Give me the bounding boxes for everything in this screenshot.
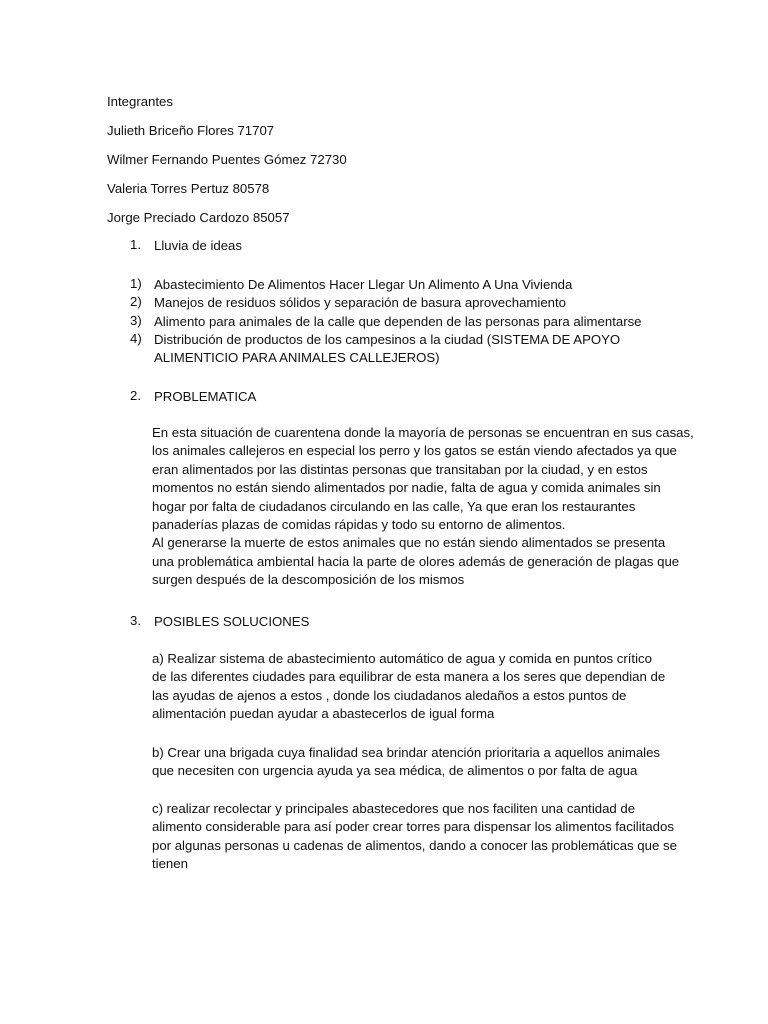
members-heading: Integrantes <box>107 94 173 109</box>
list-item <box>130 331 720 371</box>
member-name: Jorge Preciado Cardozo 85057 <box>107 210 290 225</box>
member-name: Julieth Briceño Flores 71707 <box>107 123 275 138</box>
list-item-text: Abastecimiento De Alimentos Hacer Llegar Un Alimento A Una Vivienda <box>154 277 573 292</box>
section-number: 2. <box>130 388 141 403</box>
list-marker: 4) <box>130 331 142 346</box>
section-title: PROBLEMATICA <box>154 389 257 404</box>
section-heading <box>130 388 690 408</box>
member-name: Valeria Torres Pertuz 80578 <box>107 181 270 196</box>
list-item-text: Distribución de productos de los campesinos a la ciudad (SISTEMA DE APOYO ALIMENTICIO PARA ANIMALES CALLEJEROS) <box>154 332 621 366</box>
solution-b-paragraph: b) Crear una brigada cuya finalidad sea brindar atención prioritaria a aquellos animales que necesiten con urgencia ayuda ya sea médica, de alimentos o por falta de agua <box>152 745 661 779</box>
list-item <box>130 294 720 314</box>
list-marker: 2) <box>130 294 142 309</box>
list-item-text: Manejos de residuos sólidos y separación de basura aprovechamiento <box>154 295 566 310</box>
member-name: Wilmer Fernando Puentes Gómez 72730 <box>107 152 347 167</box>
section-heading <box>130 237 690 257</box>
list-item <box>130 276 720 296</box>
list-marker: 3) <box>130 313 142 328</box>
solution-c-paragraph: c) realizar recolectar y principales abastecedores que nos faciliten una cantidad de alimento considerable para así poder crear torres para dispensar los alimentos facilitados por algunas personas u cadenas de alimentos, dando a conocer las problemáticas que se tienen <box>152 801 677 872</box>
section-number: 1. <box>130 237 141 252</box>
list-item-text: Alimento para animales de la calle que dependen de las personas para alimentarse <box>154 314 642 329</box>
list-item <box>130 313 720 333</box>
problem-paragraph: En esta situación de cuarentena donde la mayoría de personas se encuentran en sus casas, los animales callejeros en especial los perro y los gatos se están viendo afectados ya que eran alimentados por las distintas personas que transitaban por la ciudad, y en estos momentos no están siendo alimentados por nadie, falta de agua y comida animales sin hogar por falta de ciudadanos circulando en las calle, Ya que eran los restaurantes panaderías plazas de comidas rápidas y todo su entorno de alimentos. Al generarse la muerte de estos animales que no están siendo alimentados se presenta una problemática ambiental hacia la parte de olores además de generación de plagas que surgen después de la descomposición de los mismos <box>152 425 694 588</box>
solution-a-paragraph: a) Realizar sistema de abastecimiento automático de agua y comida en puntos crítico de las diferentes ciudades para equilibrar de esta manera a los seres que dependian de las ayudas de ajenos a estos , donde los ciudadanos aledaños a estos puntos de alimentación puedan ayudar a abastecerlos de igual forma <box>152 651 666 722</box>
section-title: POSIBLES SOLUCIONES <box>154 614 310 629</box>
section-title: Lluvia de ideas <box>154 238 242 253</box>
list-marker: 1) <box>130 276 142 291</box>
section-heading <box>130 613 690 633</box>
section-number: 3. <box>130 613 141 628</box>
